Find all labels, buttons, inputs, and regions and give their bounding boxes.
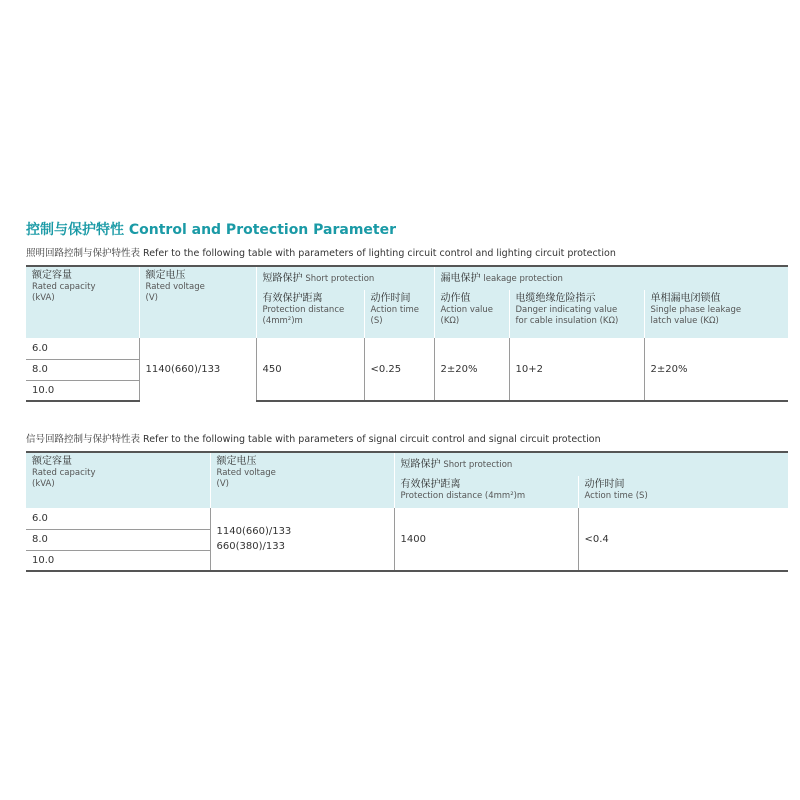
action-time-cell: <0.4 [578,508,788,571]
capacity-cell: 6.0 [32,512,48,524]
header-rated-capacity: 额定容量 Rated capacity (kVA) [26,266,139,338]
capacity-cell: 8.0 [26,359,139,380]
header-danger-indicating-value: 电缆绝缘危险指示 Danger indicating value for cable insulation (KΩ) [509,290,644,338]
danger-value-cell: 10+2 [509,338,644,401]
header-short-protection: 短路保护 Short protection [394,452,788,476]
header-protection-distance: 有效保护距离 Protection distance (4mm²)m [394,476,578,508]
header-rated-capacity: 额定容量 Rated capacity (kVA) [26,452,210,508]
header-action-time: 动作时间 Action time (S) [578,476,788,508]
lighting-parameter-table [26,265,788,402]
capacity-cell: 10.0 [26,550,210,571]
distance-cell: 1400 [394,508,578,571]
header-latch-value: 单相漏电闭锁值 Single phase leakage latch value (KΩ) [644,290,788,338]
capacity-cell: 8.0 [26,529,210,550]
header-action-value: 动作值 Action value (KΩ) [434,290,509,338]
voltage-line-1: 1140(660)/133 [216,526,292,537]
voltage-line-2: 660(380)/133 [216,541,285,552]
page-title: 控制与保护特性 Control and Protection Parameter [26,222,397,238]
action-value-cell: 2±20% [434,338,509,401]
header-leakage-protection: 漏电保护 leakage protection [434,266,788,290]
distance-cell: 450 [256,338,364,401]
header-rated-voltage: 额定电压 Rated voltage (V) [139,266,256,338]
latch-value-cell: 2±20% [644,338,788,401]
signal-table-caption: 信号回路控制与保护特性表 Refer to the following table with parameters of signal circuit control and signal circuit protection [26,434,601,445]
capacity-cell: 6.0 [32,342,48,354]
capacity-cell: 10.0 [26,380,139,401]
signal-parameter-table [26,451,788,572]
lighting-table-caption: 照明回路控制与保护特性表 Refer to the following table with parameters of lighting circuit control and lighting circuit protection [26,248,616,259]
header-protection-distance: 有效保护距离 Protection distance (4mm²)m [256,290,364,338]
voltage-cell [210,508,394,571]
header-short-protection: 短路保护 Short protection [256,266,434,290]
action-time-cell: <0.25 [364,338,434,401]
header-rated-voltage: 额定电压 Rated voltage (V) [210,452,394,508]
header-action-time: 动作时间 Action time (S) [364,290,434,338]
voltage-cell: 1140(660)/133 [139,338,256,401]
